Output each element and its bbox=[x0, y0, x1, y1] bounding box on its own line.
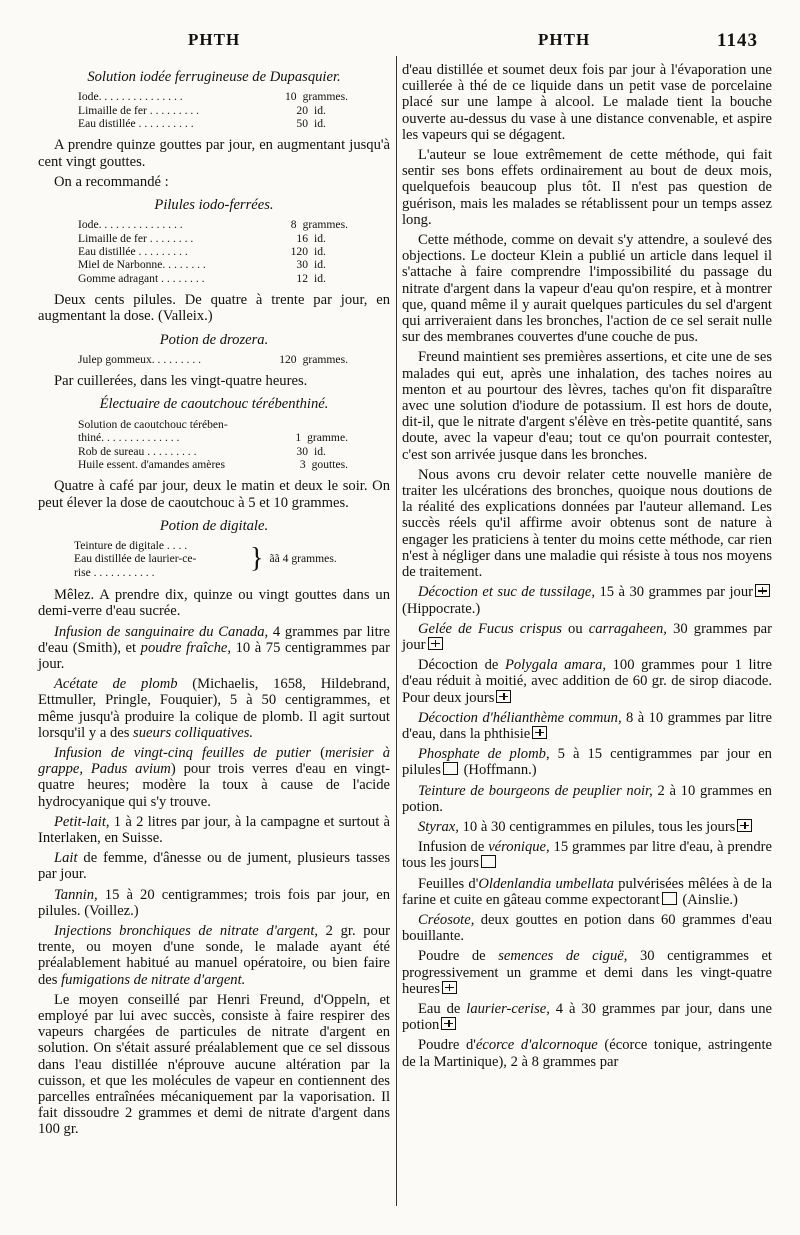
paragraph bbox=[38, 814, 390, 846]
text: 5 à 15 centigrammes par jour en pilules bbox=[402, 746, 772, 779]
ingredient-names bbox=[74, 539, 244, 579]
ingredient-qty: 30 bbox=[296, 258, 308, 272]
ingredient-row bbox=[78, 258, 348, 271]
text: 30 grammes par jour bbox=[402, 620, 772, 653]
ingredient-row bbox=[78, 353, 348, 366]
ingredient-row bbox=[78, 418, 348, 431]
ingredient-row bbox=[78, 245, 348, 258]
recipe-title: Pilules iodo-ferrées. bbox=[154, 197, 274, 214]
text: pulvérisées mêlées à de la farine et cuite en gâteau comme expectorant bbox=[402, 875, 772, 908]
remedy-name: Tannin, bbox=[54, 886, 98, 903]
ingredient-qty: 120 bbox=[290, 245, 308, 259]
ingredient-name: Limaille de fer . . . . . . . . bbox=[78, 231, 194, 245]
paragraph: A prendre quinze gouttes par jour, en augmentant jusqu'à cent vingt gouttes. bbox=[38, 137, 390, 170]
emphasis: sueurs colliquatives. bbox=[133, 724, 254, 741]
ingredient-unit: gouttes. bbox=[311, 457, 348, 471]
ingredient-qty: 50 bbox=[296, 117, 308, 131]
ingredient-qty: 16 bbox=[296, 231, 308, 245]
ingredient-name: thiné. . . . . . . . . . . . . . bbox=[78, 431, 180, 445]
paragraph bbox=[38, 676, 390, 741]
emphasis: merisier à grappe, Padus avium bbox=[38, 744, 390, 778]
ingredient-name: rise . . . . . . . . . . . bbox=[74, 565, 155, 579]
ingredient-unit: id. bbox=[314, 245, 326, 259]
ingredient-unit: id. bbox=[314, 103, 326, 117]
remedy-name: véronique, bbox=[488, 839, 550, 856]
paragraph bbox=[402, 746, 772, 778]
text: 4 à 30 grammes par jour, dans une potion bbox=[402, 1000, 773, 1034]
crossed-box-icon bbox=[428, 637, 443, 650]
ingredient-name: Iode. . . . . . . . . . . . . . . bbox=[78, 218, 183, 232]
paragraph: Deux cents pilules. De quatre à trente par jour, en augmentant la dose. (Valleix.) bbox=[38, 292, 390, 325]
paragraph bbox=[402, 783, 772, 815]
ingredient-name: Eau distillée de laurier-ce- bbox=[74, 552, 197, 566]
text: 100 grammes pour 1 litre d'eau réduit à moitié, avec addition de 60 gr. de sirop diacode. Pour deux jours bbox=[402, 657, 772, 706]
recipe-title: Potion de drozera. bbox=[159, 331, 269, 348]
crossed-box-icon bbox=[755, 584, 770, 597]
ingredient-list bbox=[78, 418, 348, 472]
citation: (Ainslie.) bbox=[678, 891, 738, 908]
ingredient-row bbox=[78, 232, 348, 245]
paragraph bbox=[38, 624, 390, 673]
paragraph bbox=[402, 839, 772, 871]
paragraph bbox=[402, 876, 772, 908]
paragraph bbox=[38, 745, 390, 810]
ingredient-row bbox=[78, 458, 348, 471]
text: Infusion de bbox=[418, 839, 489, 856]
left-column bbox=[38, 62, 390, 1142]
remedy-name: Petit-lait, bbox=[54, 813, 110, 830]
ingredient-name: Eau distillée . . . . . . . . . . bbox=[78, 117, 194, 131]
text: 30 centigrammes et progressivement un gramme et demi dans les vingt-quatre heures bbox=[402, 948, 772, 997]
remedy-name: Créosote, bbox=[418, 911, 475, 928]
paragraph bbox=[402, 710, 772, 742]
paragraph bbox=[38, 923, 390, 988]
remedy-name: Teinture de bourgeons de peuplier noir, bbox=[418, 782, 653, 799]
ingredient-qty: 30 bbox=[296, 444, 308, 458]
ingredient-unit: id. bbox=[314, 258, 326, 272]
crossed-box-icon bbox=[442, 981, 457, 994]
empty-box-icon bbox=[443, 762, 458, 775]
paragraph: Mêlez. A prendre dix, quinze ou vingt gouttes dans un demi-verre d'eau sucrée. bbox=[38, 587, 390, 620]
paragraph bbox=[402, 657, 772, 706]
remedy-name: poudre fraîche, bbox=[140, 639, 232, 656]
ingredient-unit: grammes. bbox=[302, 352, 348, 366]
text: ( bbox=[311, 744, 325, 761]
text: 8 à 10 grammes par litre d'eau, dans la phthisie bbox=[402, 709, 772, 742]
ingredient-qty: 8 bbox=[290, 218, 297, 232]
text: Décoction de bbox=[418, 657, 505, 674]
remedy-name: carragaheen, bbox=[588, 620, 667, 637]
empty-box-icon bbox=[662, 892, 677, 905]
text: (écorce tonique, astringente de la Martinique), 2 à 8 grammes par bbox=[402, 1037, 773, 1070]
ingredient-name: Huile essent. d'amandes amères bbox=[78, 457, 225, 471]
text: 15 grammes par litre d'eau, à prendre tous les jours bbox=[402, 839, 772, 872]
crossed-box-icon bbox=[496, 690, 511, 703]
ingredient-unit: id. bbox=[314, 271, 326, 285]
ingredient-row bbox=[78, 117, 348, 130]
emphasis: fumigations de nitrate d'argent. bbox=[61, 971, 246, 988]
ingredient-row bbox=[78, 445, 348, 458]
text: 10 à 30 centigrammes en pilules, tous les jours bbox=[458, 818, 736, 835]
ingredient-list bbox=[78, 90, 348, 130]
paragraph: On a recommandé : bbox=[54, 173, 169, 190]
paragraph: Nous avons cru devoir relater cette nouvelle manière de traiter les ulcérations des bronches, quoique nous doutions de la réalité des explications données par l'auteur allemand. Les succès réels qu'il affirme avoir obtenus sont de nature à engager les praticiens à tenter du moins cette méthode, car rien n'est à négliger dans une maladie qui résiste à tous nos moyens de traitement. bbox=[402, 466, 772, 581]
text: Poudre de bbox=[418, 948, 499, 965]
paragraph bbox=[402, 1001, 772, 1033]
ingredient-name: Iode. . . . . . . . . . . . . . . bbox=[78, 90, 183, 104]
text: 2 gr. pour trente, ou moyen d'une sonde, le malade ayant été préalablement habitué au manuel opératoire, ou bien faire des bbox=[38, 923, 390, 988]
text: 15 à 20 centigrammes; trois fois par jour, en pilules. (Voillez.) bbox=[38, 886, 390, 919]
paragraph bbox=[38, 850, 390, 882]
paragraph: d'eau distillée et soumet deux fois par jour à l'évaporation une cuillerée à thé de ce liquide dans un petit vase de porcelaine placé sur une lampe à alcool. Le malade tient la bouche ouverte au-dessus du vase à une distance convenable, et aspire les vapeurs qui se dégagent. bbox=[402, 62, 772, 143]
ingredient-name: Julep gommeux. . . . . . . . . bbox=[78, 352, 202, 366]
paragraph bbox=[402, 584, 772, 616]
ingredient-qty: ãã 4 grammes. bbox=[269, 552, 337, 566]
citation: (Hoffmann.) bbox=[459, 762, 537, 779]
ingredient-qty: 10 bbox=[285, 90, 297, 104]
paragraph bbox=[402, 948, 772, 997]
ingredient-name: Teinture de digitale . . . . bbox=[74, 538, 188, 552]
crossed-box-icon bbox=[532, 726, 547, 739]
ingredient-list bbox=[78, 353, 348, 366]
ingredient-row bbox=[78, 90, 348, 103]
remedy-name: Gelée de Fucus crispus bbox=[418, 620, 562, 637]
remedy-name: Phosphate de plomb, bbox=[418, 746, 550, 763]
crossed-box-icon bbox=[441, 1017, 456, 1030]
ingredient-qty bbox=[268, 418, 314, 431]
remedy-name: Injections bronchiques de nitrate d'argent, bbox=[54, 923, 319, 939]
ingredient-name: Solution de caoutchouc térében- bbox=[78, 417, 228, 431]
ingredient-name: Rob de sureau . . . . . . . . . bbox=[78, 444, 197, 458]
ingredient-name: Eau distillée . . . . . . . . . bbox=[78, 245, 188, 259]
remedy-name: écorce d'alcornoque bbox=[475, 1037, 598, 1054]
ingredient-unit: id. bbox=[314, 231, 326, 245]
page-number: 1143 bbox=[717, 30, 758, 51]
running-head-right: PHTH bbox=[538, 30, 591, 49]
remedy-name: Décoction et suc de tussilage, bbox=[418, 584, 596, 601]
ingredient-row bbox=[78, 104, 348, 117]
brace: } bbox=[250, 543, 264, 575]
paragraph: Quatre à café par jour, deux le matin et deux le soir. On peut élever la dose de caoutchouc à 5 et 10 grammes. bbox=[38, 478, 390, 511]
ingredient-list bbox=[78, 218, 348, 285]
ingredient-row bbox=[78, 272, 348, 285]
paragraph bbox=[402, 912, 772, 944]
text: Eau de bbox=[418, 1000, 467, 1017]
text: ) pour trois verres d'eau en vingt-quatre heures; modère la toux à cause de l'acide hydrocyanique qui s'y trouve. bbox=[38, 761, 390, 810]
empty-box-icon bbox=[481, 855, 496, 868]
text: de femme, d'ânesse ou de jument, plusieurs tasses par jour. bbox=[38, 850, 390, 883]
ingredient-name: Gomme adragant . . . . . . . . bbox=[78, 271, 205, 285]
ingredient-unit: grammes. bbox=[302, 218, 348, 232]
paragraph bbox=[402, 621, 772, 653]
ingredient-unit: gramme. bbox=[307, 431, 348, 445]
recipe-title: Électuaire de caoutchouc térébenthiné. bbox=[99, 396, 329, 413]
paragraph bbox=[38, 887, 390, 919]
remedy-name: semences de ciguë, bbox=[498, 948, 628, 965]
paragraph: Le moyen conseillé par Henri Freund, d'Oppeln, et employé par lui avec succès, consiste à faire respirer des vapeurs chargées de particules de nitrate d'argent en solution. On s'était assuré préalablement que ce sel dissous dans l'eau distillée n'éprouve aucune altération par la cuisson, et que les molécules de vapeur en contiennent des parcelles entraînées mécaniquement par la vaporisation. Il fait dissoudre 2 grammes et demi de nitrate d'argent dans 100 gr. bbox=[38, 991, 390, 1138]
paragraph bbox=[402, 819, 772, 835]
ingredient-qty: 120 bbox=[279, 352, 297, 366]
column-divider bbox=[396, 56, 397, 1206]
paragraph: Par cuillerées, dans les vingt-quatre heures. bbox=[54, 373, 308, 390]
remedy-name: Décoction d'hélianthème commun, bbox=[418, 709, 622, 726]
remedy-name: Styrax, bbox=[418, 818, 459, 835]
text: ou bbox=[561, 620, 589, 637]
ingredient-unit: grammes. bbox=[302, 90, 348, 104]
paragraph: Cette méthode, comme on devait s'y attendre, a soulevé des objections. Le docteur Klein a publié un article dans lequel il s'attache à faire comprendre l'impossibilité du passage du nitrate d'argent dans la vapeur d'eau qu'on respire, et à montrer que, quand même il y aurait quelques particules du sel d'argent qui arriveraient dans les bronches, l'action de ce sel serait nulle sur des membranes couvertes d'une couche de pus. bbox=[402, 232, 772, 346]
ingredient-qty: 3 bbox=[299, 457, 306, 471]
ingredient-name: Limaille de fer . . . . . . . . . bbox=[78, 103, 200, 117]
ingredient-unit: id. bbox=[314, 444, 326, 458]
ingredient-row bbox=[78, 218, 348, 231]
ingredient-row bbox=[78, 431, 348, 444]
running-head-left: PHTH bbox=[188, 30, 241, 49]
remedy-name: Lait bbox=[54, 850, 78, 867]
citation: (Hippocrate.) bbox=[402, 600, 481, 617]
crossed-box-icon bbox=[737, 819, 752, 832]
text: (Michaelis, 1658, Hildebrand, Ettmuller, Pringle, Fouquier), 5 à 50 centigrammes, et même jusqu'à produire la colique de plomb. Il agit surtout lorsqu'il y a des bbox=[38, 676, 390, 741]
paragraph: L'auteur se loue extrêmement de cette méthode, qui fait sentir ses bons effets ordinairement au bout de deux mois, quelquefois beaucoup plus tôt. Il n'est pas question de guérison, mais les malades se rétablissent pour un temps assez long. bbox=[402, 147, 772, 228]
text: deux gouttes en potion dans 60 grammes d'eau bouillante. bbox=[402, 911, 772, 945]
text: Poudre d' bbox=[418, 1037, 476, 1054]
ingredient-name: Miel de Narbonne. . . . . . . . bbox=[78, 258, 206, 272]
ingredient-qty: 1 bbox=[295, 431, 302, 445]
text: 1 à 2 litres par jour, à la campagne et surtout à Interlaken, en Suisse. bbox=[38, 813, 390, 846]
recipe-title: Solution iodée ferrugineuse de Dupasquier. bbox=[87, 69, 341, 85]
ingredient-qty: 20 bbox=[296, 103, 308, 117]
text: 4 grammes par litre d'eau (Smith), et bbox=[38, 623, 390, 656]
right-column bbox=[402, 62, 772, 1074]
remedy-name: laurier-cerise, bbox=[466, 1000, 550, 1017]
remedy-name: Polygala amara, bbox=[504, 657, 607, 674]
recipe-title: Potion de digitale. bbox=[159, 517, 269, 534]
ingredient-unit: id. bbox=[314, 117, 326, 131]
text: 15 à 30 grammes par jour bbox=[595, 584, 753, 601]
ingredient-qty: 12 bbox=[296, 271, 308, 285]
remedy-name: Infusion de sanguinaire du Canada, bbox=[54, 623, 269, 640]
remedy-name: Infusion de vingt-cinq feuilles de putier bbox=[54, 744, 312, 761]
paragraph bbox=[402, 1037, 772, 1069]
remedy-name: Acétate de plomb bbox=[54, 676, 178, 693]
remedy-name: Oldenlandia umbellata bbox=[478, 875, 614, 892]
text: Feuilles d' bbox=[418, 875, 479, 892]
paragraph: Freund maintient ses premières assertions, et cite une de ses malades qui eut, après une inhalation, des taches noires au menton et au pourtour des lèvres, taches qu'on fit disparaître avec une solution d'iodure de potassium. Il est hors de doute, dit-il, que le nitrate d'argent s'élève en très-petite quantité, sans doute, avec la vapeur d'eau; tout ce qu'on pourrait contester, c'est son arrivée jusque dans les bronches. bbox=[402, 349, 772, 463]
text: 2 à 10 grammes en potion. bbox=[402, 782, 772, 815]
text: 10 à 75 centigrammes par jour. bbox=[38, 639, 390, 672]
ingredient-group bbox=[74, 539, 390, 579]
